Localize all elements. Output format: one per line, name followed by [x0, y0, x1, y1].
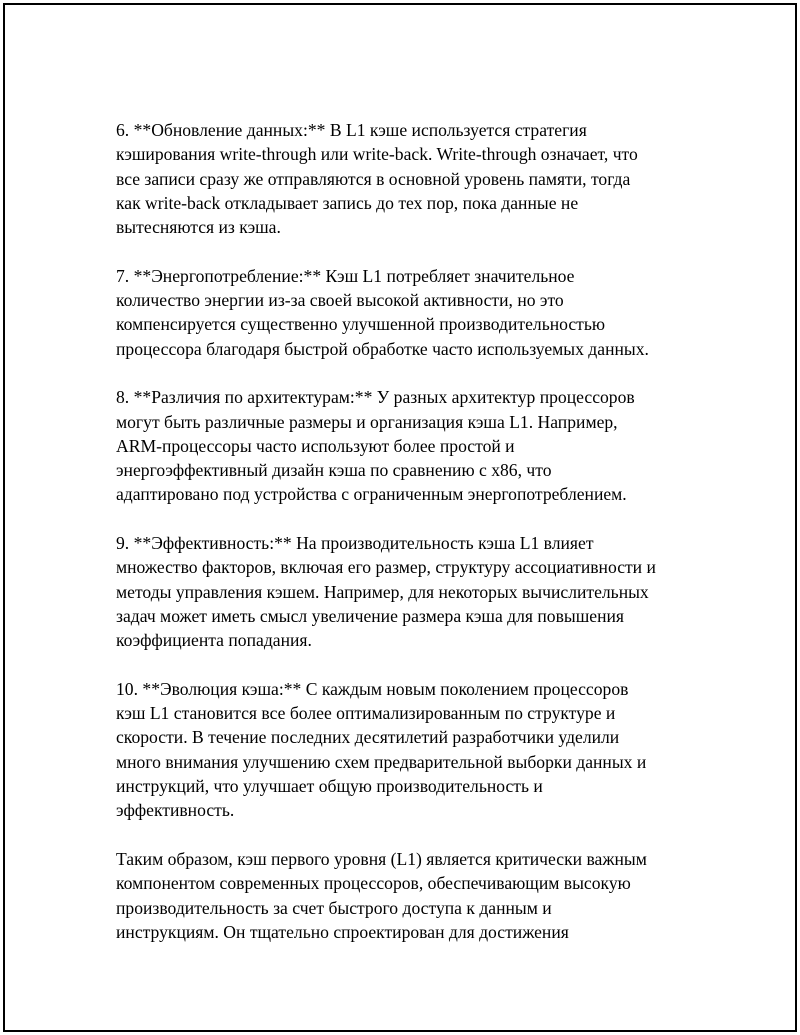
text-line: процессора благодаря быстрой обработке часто используемых данных.	[116, 338, 649, 359]
text-line: компенсируется существенно улучшенной производительностью	[116, 314, 606, 335]
text-line: кэширования write-through или write-back. Write-through означает, что	[116, 144, 638, 165]
text-line: 10. **Эволюция кэша:** С каждым новым поколением процессоров	[116, 678, 629, 699]
paragraph-data-update	[116, 118, 691, 239]
text-line: задач может иметь смысл увеличение размера кэша для повышения	[116, 605, 625, 626]
text-line: адаптировано под устройства с ограниченным энергопотреблением.	[116, 484, 627, 505]
text-line: все записи сразу же отправляются в основной уровень памяти, тогда	[116, 168, 631, 189]
text-line: ARM-процессоры часто используют более простой и	[116, 435, 515, 456]
text-line: 8. **Различия по архитектурам:** У разных архитектур процессоров	[116, 387, 635, 408]
text-line: коэффициента попадания.	[116, 630, 312, 651]
text-line: скорости. В течение последних десятилетий разработчики уделили	[116, 727, 620, 748]
text-line: 6. **Обновление данных:** В L1 кэше используется стратегия	[116, 120, 587, 140]
text-line: много внимания улучшению схем предварительной выборки данных и	[116, 751, 647, 772]
text-line: множество факторов, включая его размер, структуру ассоциативности и	[116, 557, 656, 578]
paragraph-power-consumption	[116, 264, 691, 361]
text-line: 7. **Энергопотребление:** Кэш L1 потребляет значительное	[116, 265, 575, 286]
text-line: количество энергии из-за своей высокой активности, но это	[116, 290, 564, 311]
text-line: вытесняются из кэша.	[116, 217, 281, 238]
text-line: инструкций, что улучшает общую производительность и	[116, 776, 543, 797]
text-line: кэш L1 становится все более оптимализированным по структуре и	[116, 703, 616, 724]
text-line: энергоэффективный дизайн кэша по сравнению с x86, что	[116, 460, 552, 481]
text-line: как write-back откладывает запись до тех пор, пока данные не	[116, 192, 579, 213]
text-line: могут быть различные размеры и организация кэша L1. Например,	[116, 411, 618, 432]
text-line: методы управления кэшем. Например, для некоторых вычислительных	[116, 581, 649, 602]
text-line: производительность за счет быстрого доступа к данным и	[116, 897, 552, 918]
paragraph-cache-evolution	[116, 677, 691, 823]
paragraph-efficiency	[116, 531, 691, 652]
text-line: Таким образом, кэш первого уровня (L1) является критически важным	[116, 848, 647, 869]
paragraph-architecture-differences	[116, 385, 691, 506]
text-line: эффективность.	[116, 800, 235, 821]
text-line: 9. **Эффективность:** На производительность кэша L1 влияет	[116, 533, 594, 554]
text-line: инструкциям. Он тщательно спроектирован для достижения	[116, 921, 569, 942]
text-line: компонентом современных процессоров, обеспечивающим высокую	[116, 873, 631, 894]
document-body	[116, 118, 691, 968]
paragraph-conclusion	[116, 847, 691, 944]
